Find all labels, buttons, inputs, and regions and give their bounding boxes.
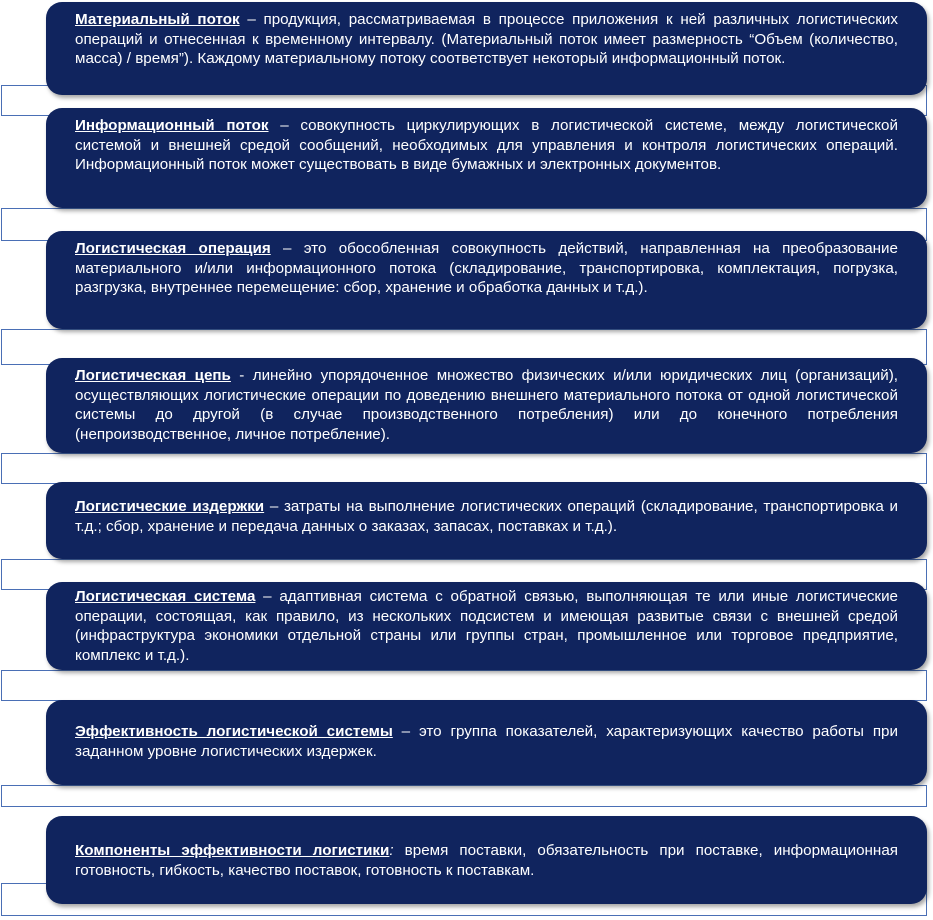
- definition-card-logistic-system: [46, 582, 927, 670]
- definition-text: совокупность циркулирующих в логистической системе, между логистической системой и внешней средой сообщений, необходимых для управления и контроля логистических операций. Информационный поток может существовать в виде бумажных и электронных документов.: [75, 117, 898, 173]
- definition-term: Материальный поток: [75, 11, 240, 28]
- definition-separator: –: [268, 117, 301, 134]
- definition-card-information-flow: [46, 108, 927, 208]
- definition-term: Эффективность логистической системы: [75, 723, 393, 740]
- definition-card-efficiency-components: [46, 816, 927, 904]
- definition-text: затраты на выполнение логистических операций (складирование, транспортировка и т.д.; сбор, хранение и передача данных о заказах, запасах, поставках и т.д.).: [75, 498, 898, 535]
- definition-term: Информационный поток: [75, 117, 269, 134]
- connector-bracket: [1, 785, 927, 807]
- definition-text: время поставки, обязательность при поставке, информационная готовность, гибкость, качество поставок, готовность к поставкам.: [75, 842, 898, 879]
- definition-separator: –: [270, 240, 304, 257]
- definition-separator: –: [264, 498, 284, 515]
- definition-separator: –: [255, 588, 280, 605]
- definition-card-system-efficiency: [46, 700, 927, 785]
- definition-card-logistic-chain: [46, 358, 927, 453]
- definition-card-material-flow: [46, 2, 927, 95]
- definition-term: Компоненты эффективности логистики: [75, 842, 390, 859]
- connector-bracket: [1, 670, 927, 701]
- definition-term: Логистическая цепь: [75, 367, 231, 384]
- definition-separator: –: [239, 11, 264, 28]
- definition-separator: –: [392, 723, 419, 740]
- definition-term: Логистические издержки: [75, 498, 265, 515]
- definition-text: адаптивная система с обратной связью, выполняющая те или иные логистические операции, состоящая, как правило, из нескольких подсистем и имеющая развитые связи с внешней средой (инфраструктура экономики отдельной страны или группы стран, промышленное или торговое предприятие, комплекс и т.д.).: [75, 588, 898, 664]
- definition-text: это обособленная совокупность действий, направленная на преобразование материального и/или информационного потока (складирование, транспортировка, комплектация, погрузка, разгрузка, внутреннее перемещение: сбор, хранение и обработка данных и т.д.).: [75, 240, 898, 296]
- definition-separator: :: [389, 842, 394, 859]
- definition-term: Логистическая система: [75, 588, 256, 605]
- connector-bracket: [1, 453, 927, 484]
- definition-card-logistic-operation: [46, 231, 927, 329]
- definition-term: Логистическая операция: [75, 240, 271, 257]
- definition-text: это группа показателей, характеризующих качество работы при заданном уровне логистических издержек.: [75, 723, 898, 760]
- definition-card-logistic-costs: [46, 482, 927, 559]
- definition-separator: -: [230, 367, 253, 384]
- definition-text: продукция, рассматриваемая в процессе приложения к ней различных логистических операций и отнесенная к временному интервалу. (Материальный поток имеет размерность “Объем (количество, масса) / время”). Каждому материальному потоку соответствует некоторый информационный поток.: [75, 11, 898, 67]
- definition-text: линейно упорядоченное множество физических и/или юридических лиц (организаций), осуществляющих логистические операции по доведению внешнего материального потока от одной логистической системы до другой (в случае производственного потребления) или до конечного потребления (непроизводственное, личное потребление).: [75, 367, 899, 443]
